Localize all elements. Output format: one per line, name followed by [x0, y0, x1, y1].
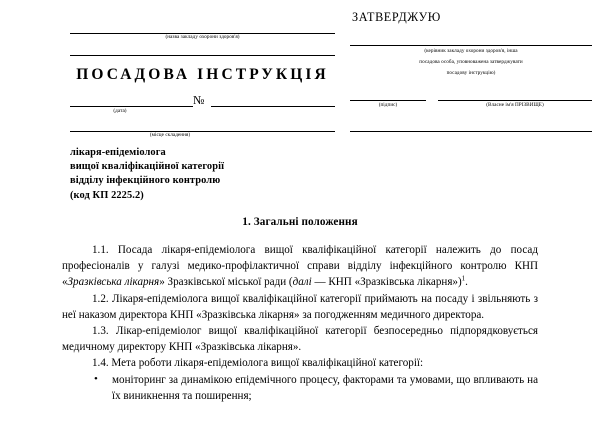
- list-item: • моніторинг за динамікою епідемічного процесу, факторами та умовами, що впливають на їх виникнення та поширення;: [62, 372, 538, 404]
- approver-caption-line-3: посадову інструкцію): [446, 70, 496, 76]
- approver-caption-block: [350, 46, 592, 79]
- paragraph-1-4: 1.4. Мета роботи лікаря-епідеміолога вищої кваліфікаційної категорії:: [92, 357, 424, 370]
- document-header: [0, 0, 600, 210]
- job-title-block: [70, 146, 360, 203]
- paragraph-1-3: 1.3. Лікар-епідеміолог вищої кваліфікаційної категорії безпосередньо підпорядковується медичному директору КНП «Зразківська лікарня».: [62, 325, 538, 354]
- approver-caption-line-1: (керівник закладу охорони здоров'я, інша: [424, 48, 518, 54]
- signature-caption: (підпис): [378, 102, 398, 108]
- number-symbol: №: [193, 93, 205, 107]
- paragraph-1-1: 1.1. Посада лікаря-епідеміолога вищої кваліфікаційної категорії належить до посад професіоналів у галузі медико-профілактичної справи відділу інфекційного контролю КНП «Зразківська лікарня» Зразківської міської ради (далі — КНП «Зразківська лікарня»)$^1$.: [62, 244, 538, 289]
- date-caption-wrap: [70, 108, 170, 115]
- approver-caption-line-2: посадова особа, уповноважена затверджувати: [419, 59, 523, 65]
- number-blank-line: [211, 106, 335, 107]
- body-content: [62, 242, 538, 404]
- signature-row: [350, 100, 592, 118]
- name-blank-line: [438, 100, 592, 101]
- paragraph-1-2: 1.2. Лікаря-епідеміолога вищої кваліфікаційної категорії приймають на посаду і звільняють з неї наказом директора КНП «Зразківська лікарня» за погодженням медичного директора.: [62, 292, 538, 321]
- header-right-blank-line-2: [350, 131, 592, 132]
- name-caption: (Власне ім'я ПРІЗВИЩЕ): [486, 102, 544, 108]
- signature-blank-line: [350, 100, 426, 101]
- header-blank-line-2: [70, 55, 335, 56]
- page-title: ПОСАДОВА ІНСТРУКЦІЯ: [76, 66, 329, 83]
- institution-caption: (назва закладу охорони здоров'я): [165, 34, 240, 40]
- job-title-line-3: відділу інфекційного контролю: [70, 175, 221, 187]
- section-heading: 1. Загальні положення: [242, 216, 358, 228]
- date-caption: (дата): [113, 108, 127, 114]
- place-caption: (місце складення): [149, 132, 191, 138]
- objectives-list: [62, 372, 538, 404]
- job-title-line-2: вищої кваліфікаційної категорії: [70, 161, 225, 173]
- document-number-row: [70, 93, 335, 107]
- institution-caption-wrap: [70, 34, 335, 41]
- job-title-line-1: лікаря-епідеміолога: [70, 147, 166, 158]
- date-blank-line: [70, 106, 193, 107]
- place-caption-wrap: [70, 132, 270, 139]
- approval-label: ЗАТВЕРДЖУЮ: [352, 10, 441, 24]
- job-title-line-4: (код КП 2225.2): [70, 189, 144, 201]
